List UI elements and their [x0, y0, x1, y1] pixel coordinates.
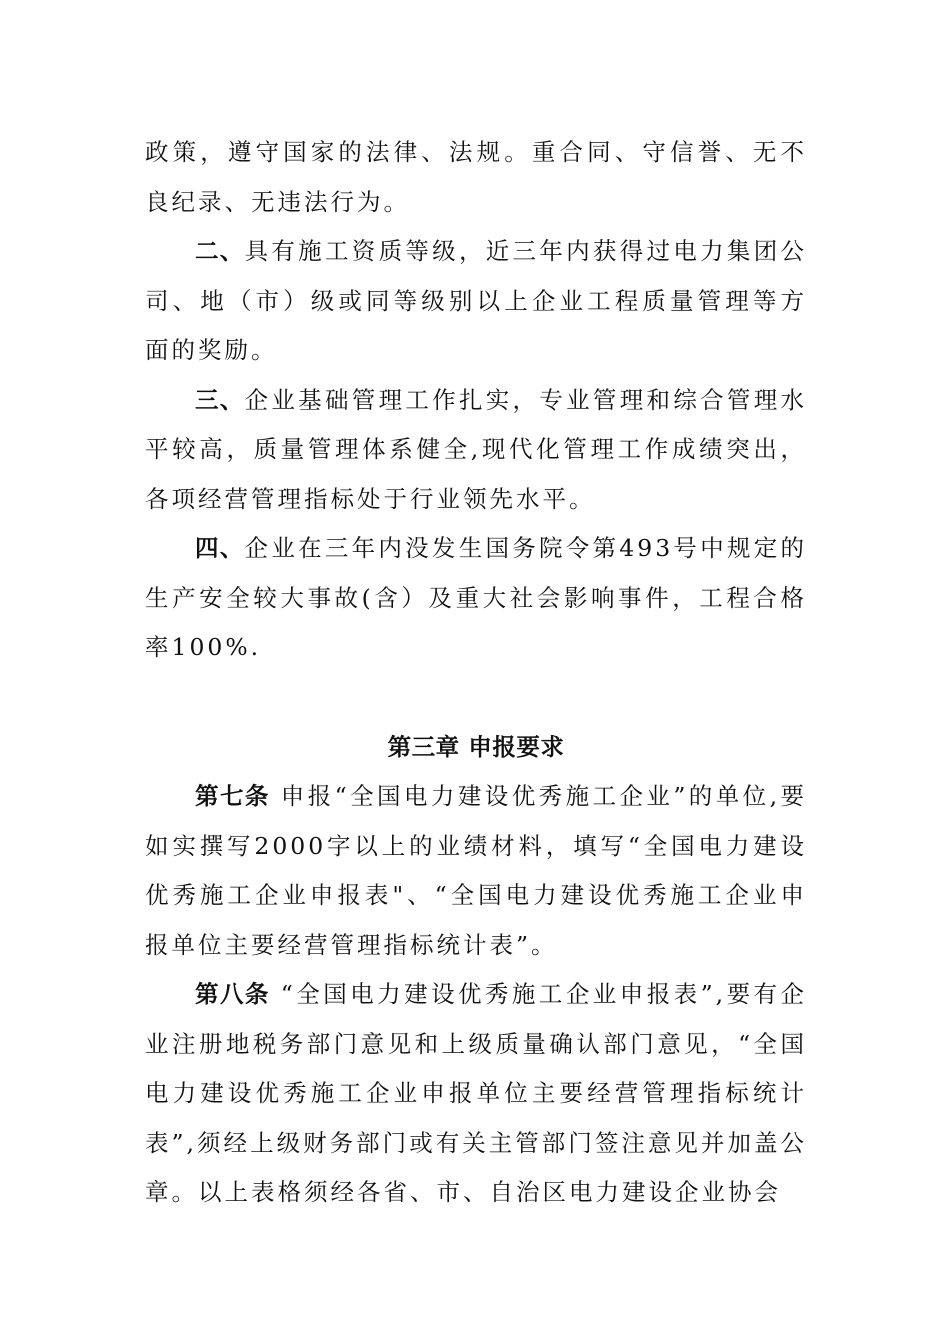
- criterion-four: [145, 524, 807, 673]
- section-spacer: [145, 673, 807, 723]
- criterion-text: 企业在三年内没发生国务院令第493号中规定的生产安全较大事故(含）及重大社会影响事件，工程合格率100%.: [145, 534, 808, 661]
- criterion-three: [145, 376, 807, 525]
- document-page: [145, 128, 807, 1218]
- criterion-number: 二、: [195, 237, 245, 265]
- article-text: 申报“全国电力建设优秀施工企业”的单位,要如实撰写2000字以上的业绩材料，填写“全国电力建设优秀施工企业申报表"、“全国电力建设优秀施工企业申报单位主要经营管理指标统计表”。: [145, 782, 808, 959]
- criterion-two: [145, 227, 807, 376]
- paragraph-continuation: [145, 128, 807, 227]
- criterion-text: 具有施工资质等级，近三年内获得过电力集团公司、地（市）级或同等级别以上企业工程质量管理等方面的奖励。: [145, 237, 808, 364]
- article-number: 第七条: [195, 782, 270, 810]
- article-number: 第八条: [195, 980, 270, 1008]
- article-text: “全国电力建设优秀施工企业申报表”,要有企业注册地税务部门意见和上级质量确认部门意见，“全国电力建设优秀施工企业申报单位主要经营管理指标统计表”,须经上级财务部门或有关主管部门签注意见并加盖公章。以上表格须经各省、市、自治区电力建设企业协会: [145, 980, 807, 1206]
- criterion-number: 四、: [195, 534, 245, 562]
- criterion-text: 企业基础管理工作扎实，专业管理和综合管理水平较高，质量管理体系健全,现代化管理工作成绩突出，各项经营管理指标处于行业领先水平。: [145, 385, 808, 513]
- paragraph-text: 政策，遵守国家的法律、法规。重合同、守信誉、无不良纪录、无违法行为。: [145, 138, 807, 216]
- criterion-number: 三、: [195, 385, 245, 414]
- article-seven: [145, 772, 807, 970]
- article-eight: [145, 970, 807, 1218]
- chapter-title: 第三章 申报要求: [387, 732, 565, 761]
